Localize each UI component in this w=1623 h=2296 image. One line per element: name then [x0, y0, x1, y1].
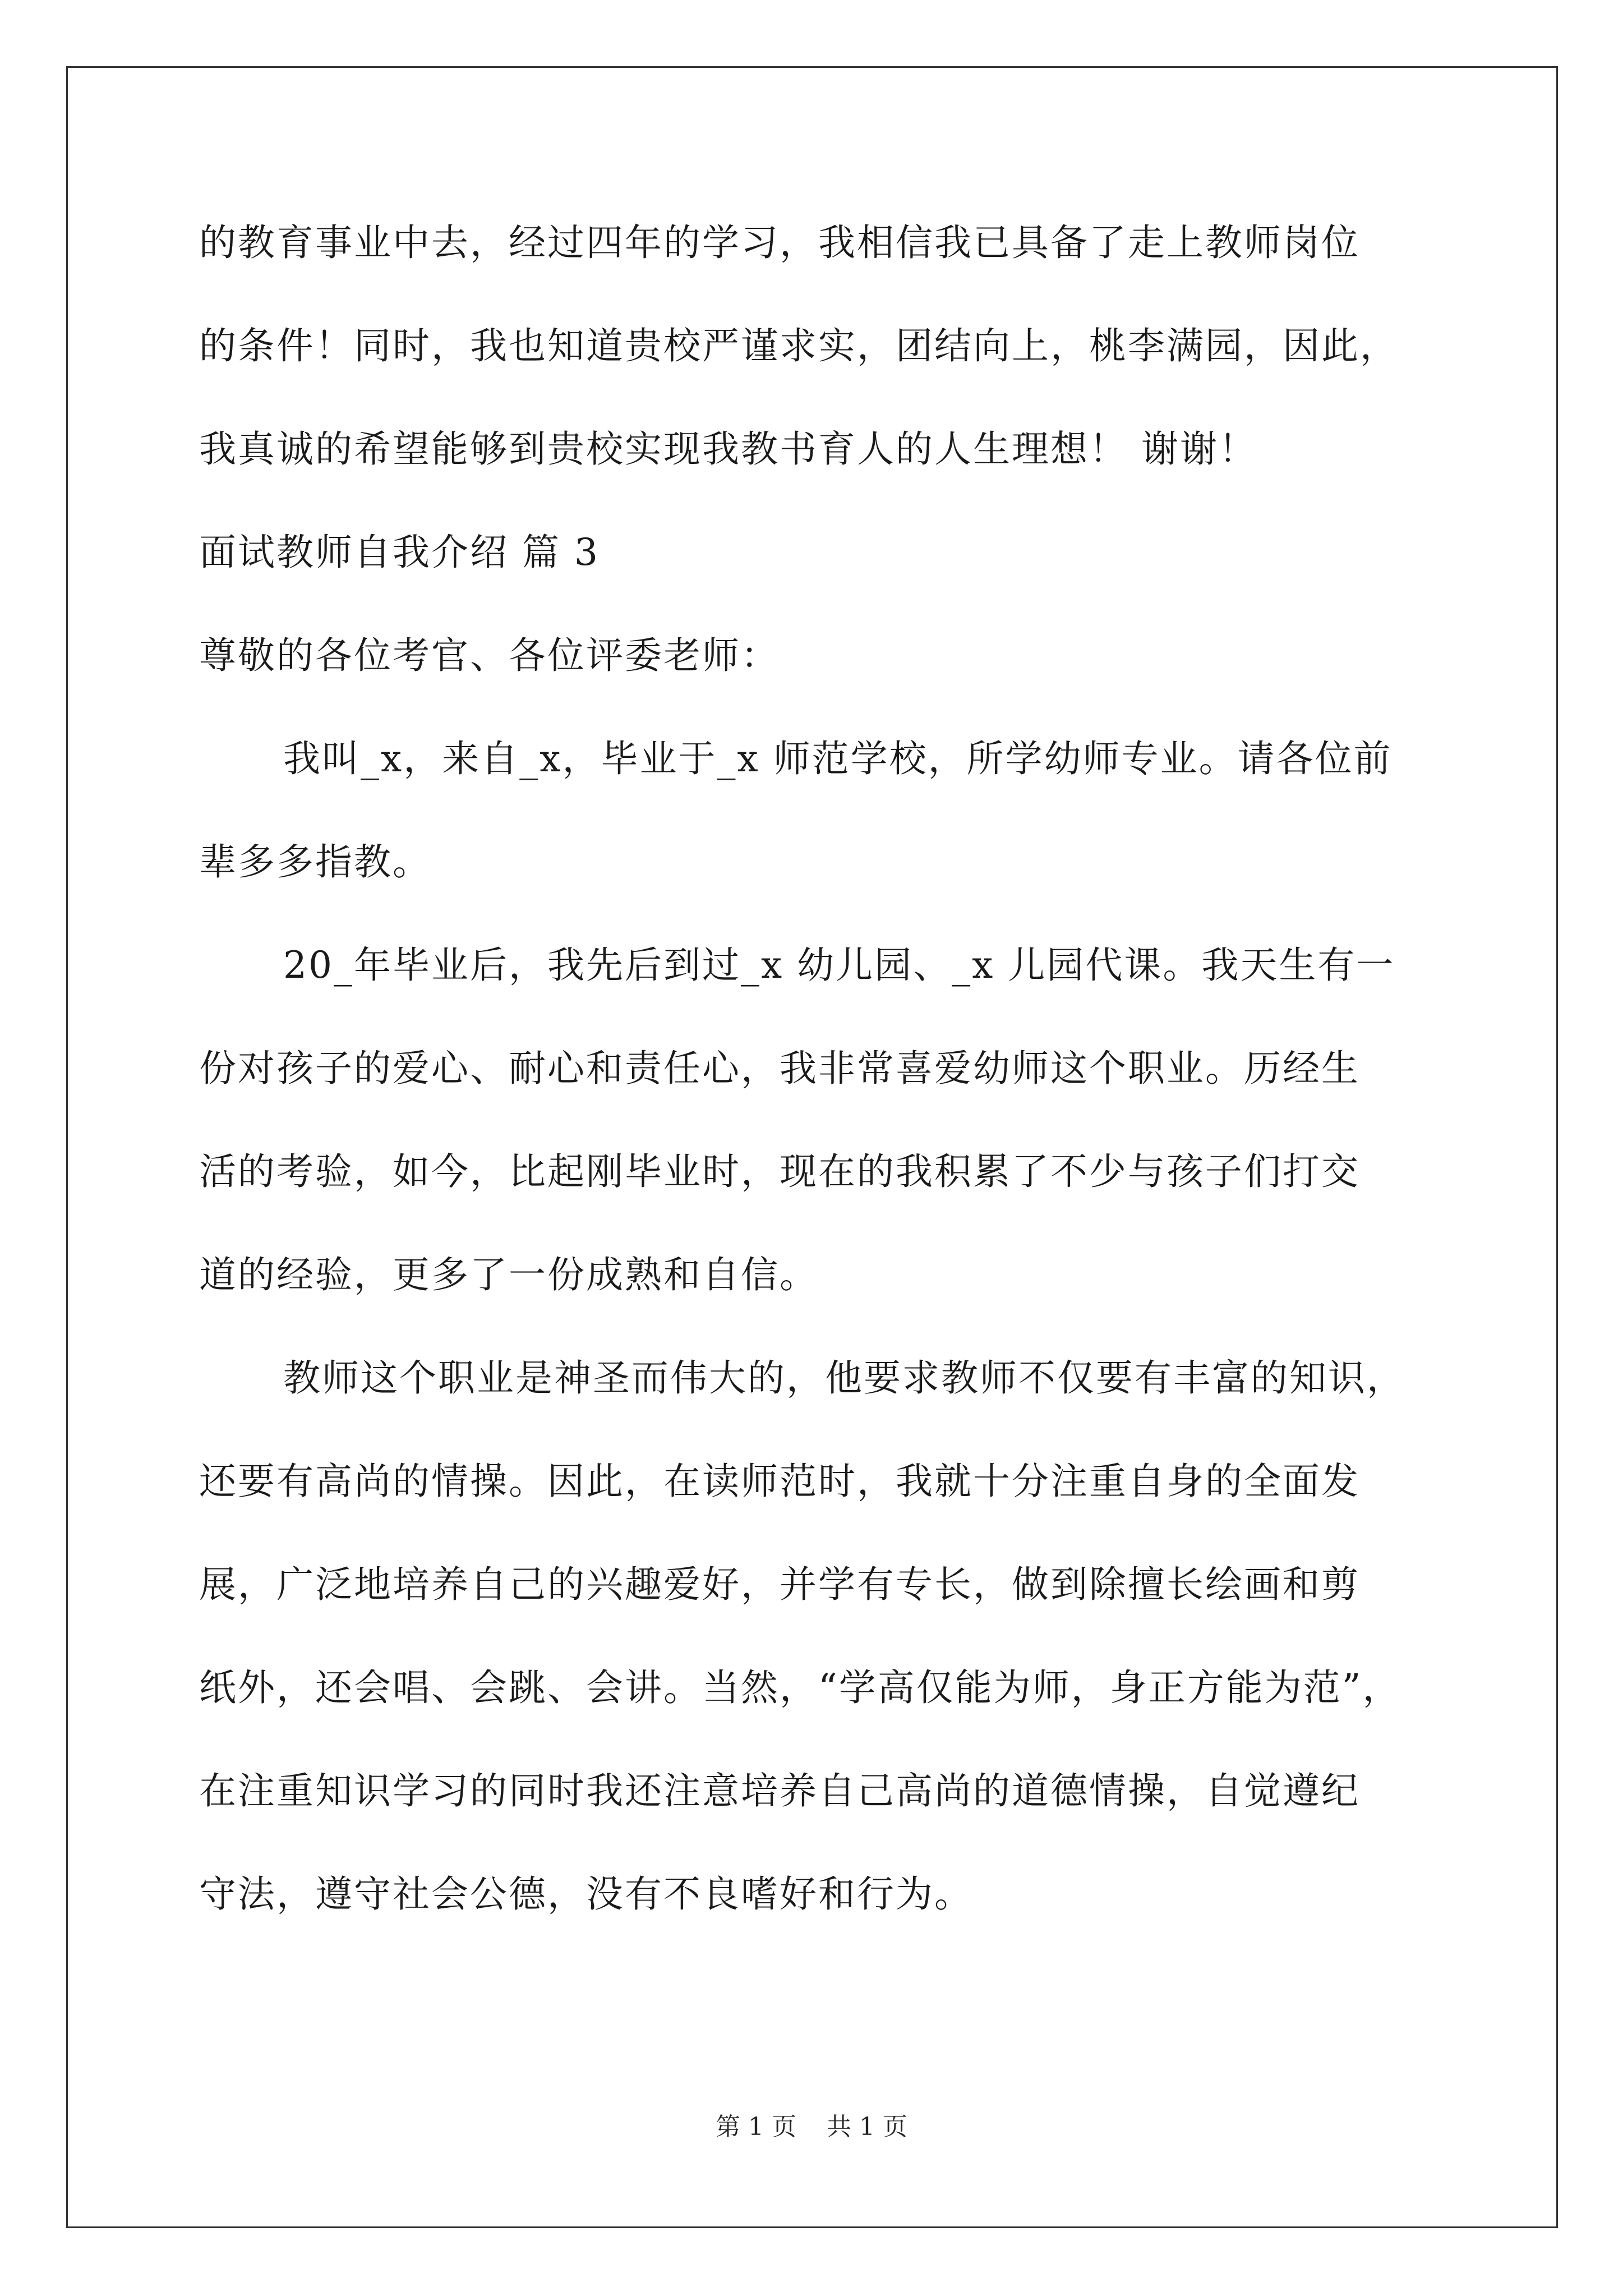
text-line: 教师这个职业是神圣而伟大的，他要求教师不仅要有丰富的知识，	[283, 1356, 1405, 1400]
text-line: 守法，遵守社会公德，没有不良嗜好和行为。	[199, 1872, 973, 1916]
text-line: 我真诚的希望能够到贵校实现我教书育人的人生理想！ 谢谢！	[199, 427, 1257, 471]
page-total: 共 1 页	[827, 2113, 907, 2141]
text-line: 的教育事业中去，经过四年的学习，我相信我已具备了走上教师岗位	[199, 221, 1360, 264]
text-line: 在注重知识学习的同时我还注意培养自己高尚的道德情操，自觉遵纪	[199, 1769, 1360, 1812]
text-line: 辈多多指教。	[199, 840, 431, 884]
page-footer	[0, 2110, 1623, 2144]
text-line: 我叫_x，来自_x，毕业于_x 师范学校，所学幼师专业。请各位前	[283, 737, 1393, 780]
document-body	[199, 218, 1422, 1972]
text-line: 道的经验，更多了一份成熟和自信。	[199, 1253, 818, 1296]
salutation: 尊敬的各位考官、各位评委老师：	[199, 634, 780, 677]
text-line: 活的考验，如今，比起刚毕业时，现在的我积累了不少与孩子们打交	[199, 1150, 1360, 1193]
text-line: 20_年毕业后，我先后到过_x 幼儿园、_x 儿园代课。我天生有一	[283, 944, 1395, 987]
text-line: 展，广泛地培养自己的兴趣爱好，并学有专长，做到除擅长绘画和剪	[199, 1563, 1360, 1606]
section-heading: 面试教师自我介绍 篇 3	[199, 531, 600, 574]
text-line: 的条件！同时，我也知道贵校严谨求实，团结向上，桃李满园，因此，	[199, 324, 1399, 367]
text-line: 纸外，还会唱、会跳、会讲。当然，“学高仅能为师，身正方能为范”，	[199, 1666, 1401, 1709]
text-line: 份对孩子的爱心、耐心和责任心，我非常喜爱幼师这个职业。历经生	[199, 1047, 1360, 1090]
page-number: 第 1 页	[716, 2113, 796, 2141]
text-line: 还要有高尚的情操。因此，在读师范时，我就十分注重自身的全面发	[199, 1460, 1360, 1503]
